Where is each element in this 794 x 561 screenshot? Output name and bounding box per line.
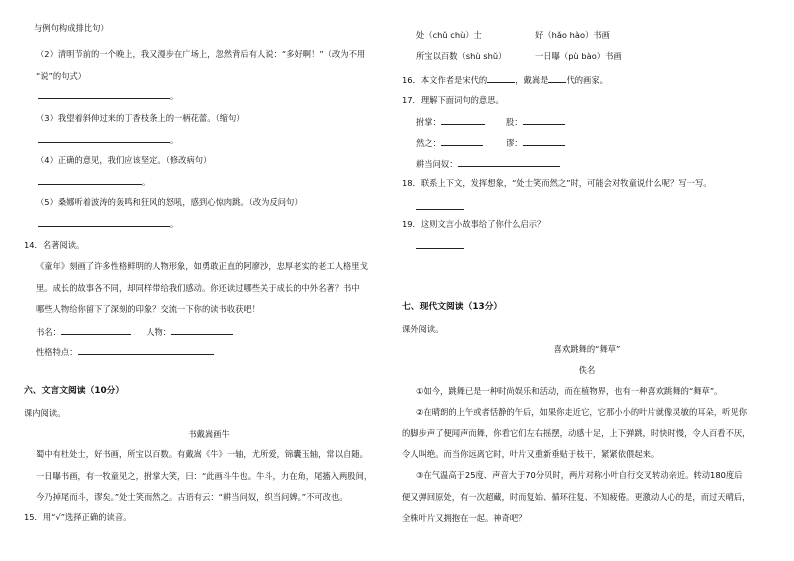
answer-blank[interactable] xyxy=(548,74,566,83)
question-3: （3）我望着斜伸过来的丁香枝条上的一柄花蕾。（缩句） xyxy=(36,113,245,123)
passage-line: 便又弹回原处，有一次超藏，时而复始、循环往复、不知疲倦。更激动人心的是，而过天晴后， xyxy=(402,492,751,502)
intro-text: 课外阅读。 xyxy=(402,324,444,334)
passage-line: 蜀中有杜处士，好书画，所宝以百数。有戴嵩《牛》一轴，尤所爱，锦囊玉轴，常以自随。 xyxy=(36,449,368,459)
word-field[interactable]: 耕当问奴： xyxy=(416,158,560,168)
pinyin-choice[interactable]: 一日曝（pù bào）书画 xyxy=(535,51,622,61)
person-label: 人物： xyxy=(146,327,172,337)
passage-author: 佚名 xyxy=(578,365,596,375)
answer-line-2[interactable]: 。 xyxy=(38,90,178,100)
question-19: 19．这则文言小故事给了你什么启示？ xyxy=(402,219,546,229)
question-5: （5）桑娜听着波涛的轰鸣和狂风的怒吼，感到心惊肉跳。（改为反问句） xyxy=(36,197,303,207)
passage-line: 今乃掉尾而斗，谬矣。”处士笑而然之。古语有云：“耕当问奴，织当问婢。”不可改也。 xyxy=(36,492,348,502)
passage-line: 的脚步声了便闻声而舞，你看它们左右摇摆，动感十足，上下弹跳，时快时慢，令人百看不厌， xyxy=(402,428,751,438)
question-2-cont: “说”的句式） xyxy=(36,71,87,81)
answer-line-4[interactable]: 。 xyxy=(38,176,150,186)
paragraph-line: 《童年》刻画了许多性格鲜明的人物形象，如勇敢正直的阿廖沙，忠厚老实的老工人格里戈 xyxy=(36,261,368,271)
passage-line: ③在气温高于25度、声音大于70分贝时，两片对称小叶自行交叉转动亲近。转动180度后 xyxy=(416,470,743,480)
pinyin-choice[interactable]: 所宝以百数（shù shǔ） xyxy=(416,51,507,61)
answer-line-18[interactable] xyxy=(416,201,464,211)
pinyin-choice[interactable]: 处（chǔ chù）士 xyxy=(416,30,482,40)
word-field[interactable]: 然之： xyxy=(416,137,483,147)
passage-line: 全株叶片又拥抱在一起。神奇吧？ xyxy=(402,513,527,523)
question-15: 15．用“√”选择正确的读音。 xyxy=(24,512,132,522)
word-field[interactable]: 股： xyxy=(506,116,565,126)
question-18: 18．联系上下文，发挥想象，“处士笑而然之”时，可能会对牧童说什么呢？写一写。 xyxy=(402,178,712,188)
passage-line: ②在晴朗的上午或者恬静的午后，如果你走近它，它那小小的叶片就像灵敏的耳朵，听见你 xyxy=(416,407,748,417)
book-name-field[interactable] xyxy=(36,326,233,336)
trait-label: 性格特点： xyxy=(36,347,78,357)
intro-text: 课内阅读。 xyxy=(24,408,66,418)
answer-line-3[interactable]: 。 xyxy=(38,134,178,144)
right-column xyxy=(402,0,772,561)
passage-title: 书戴嵩画牛 xyxy=(188,429,230,439)
paragraph-line: 哪些人物给你留下了深刻的印象？交流一下你的读书收获吧！ xyxy=(36,304,261,314)
question-17: 17．理解下面词句的意思。 xyxy=(402,95,504,105)
text-line: 与例句构成排比句） xyxy=(34,23,109,33)
trait-field[interactable] xyxy=(36,346,214,356)
question-2: （2）清明节前的一个晚上，我又漫步在广场上，忽然背后有人说：“多好啊！”（改为不用 xyxy=(36,49,366,59)
section-6-heading: 六、文言文阅读（10分） xyxy=(24,386,125,396)
passage-line: 令人叫绝。而当你远离它时，叶片又重新垂贴于枝干，紧紧依偎起来。 xyxy=(402,449,660,459)
book-label: 书名： xyxy=(36,327,61,337)
passage-line: 一日曝书画，有一牧童见之，拊掌大笑，曰：“此画斗牛也。牛斗，力在角，尾搐入两股间， xyxy=(36,471,373,481)
answer-line-5[interactable]: 。 xyxy=(38,218,178,228)
answer-blank[interactable] xyxy=(487,74,515,83)
section-7-heading: 七、现代文阅读（13分） xyxy=(402,302,503,312)
left-column xyxy=(24,0,394,561)
passage-line: ①如今，跳舞已是一种时尚娱乐和活动，而在植物界，也有一种喜欢跳舞的“舞草”。 xyxy=(416,386,723,396)
passage-title: 喜欢跳舞的“舞草” xyxy=(553,344,621,354)
question-4: （4）正确的意见，我们应该坚定。（修改病句） xyxy=(36,155,212,165)
paragraph-line: 里。成长的故事各不同，却同样带给我们感动。你还读过哪些关于成长的中外名著？书中 xyxy=(36,283,360,293)
word-field[interactable]: 谬： xyxy=(506,137,565,147)
word-field[interactable]: 拊掌： xyxy=(416,116,485,126)
question-16: 16．本文作者是宋代的 ，戴嵩是 代的画家。 xyxy=(402,75,608,85)
question-14: 14．名著阅读。 xyxy=(24,240,85,250)
pinyin-choice[interactable]: 好（hǎo hào）书画 xyxy=(535,30,610,40)
answer-line-19[interactable] xyxy=(416,240,464,250)
